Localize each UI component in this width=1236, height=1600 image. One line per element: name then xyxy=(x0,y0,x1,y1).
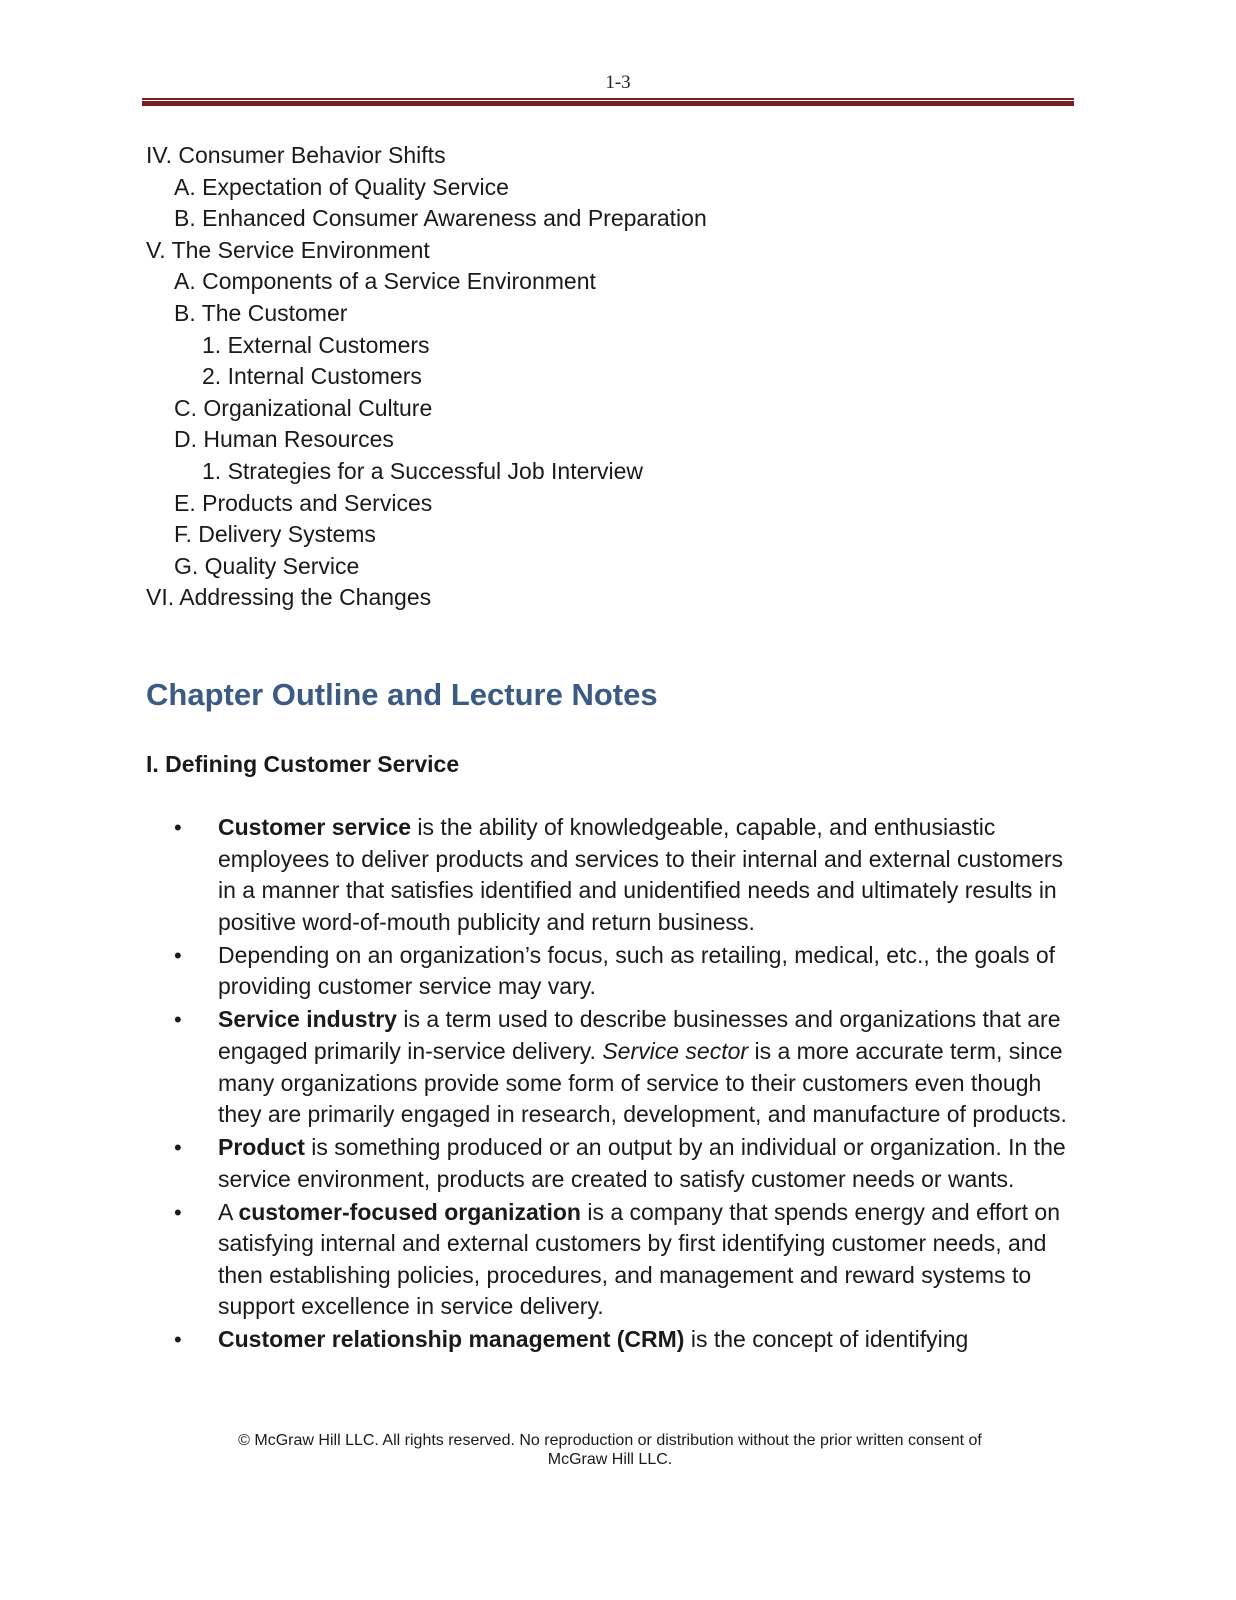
bullet-text: A xyxy=(218,1198,239,1225)
outline-item: 1. External Customers xyxy=(202,331,430,358)
bullet-item xyxy=(146,1004,1076,1130)
bullet-dot-icon: • xyxy=(174,815,182,840)
bullet-dot-icon: • xyxy=(174,1135,182,1161)
bullet-text: is the concept of identifying xyxy=(684,1326,969,1353)
bullet-text: Depending on an organization’s focus, such as retailing, medical, etc., the goals of providing customer service may vary. xyxy=(218,941,1056,1000)
section-title: Chapter Outline and Lecture Notes xyxy=(146,677,658,712)
bullet-text: is a company that spends energy and effort on satisfying internal and external customers by first identifying customer needs, and then establishing policies, procedures, and management and reward systems to support excellence in service delivery. xyxy=(218,1198,1060,1320)
bold-term: Customer service xyxy=(218,814,412,840)
bullet-item xyxy=(146,812,1076,938)
bullet-dot-icon: • xyxy=(174,942,182,968)
bold-term: customer-focused organization xyxy=(238,1198,581,1225)
outline-item: 2. Internal Customers xyxy=(202,363,422,390)
outline-item: G. Quality Service xyxy=(174,552,360,579)
bullet-text: is the ability of knowledgeable, capable, and enthusiastic employees to deliver products and services to their internal and external customers in a manner that satisfies identified and unidentified needs and ultimately results in positive word-of-mouth publicity and return business. xyxy=(218,814,1064,935)
outline-item: F. Delivery Systems xyxy=(174,521,376,548)
section-subheading: I. Defining Customer Service xyxy=(146,751,460,777)
bullet-item xyxy=(146,940,1076,1003)
bullet-text: is a more accurate term, since many organizations provide some form of service to their customers even though they are primarily engaged in research, development, and manufacture of products. xyxy=(218,1037,1067,1128)
outline-item: VI. Addressing the Changes xyxy=(146,584,432,611)
bullet-item xyxy=(146,1132,1076,1195)
outline-item: 1. Strategies for a Successful Job Interview xyxy=(202,457,644,484)
outline-item: V. The Service Environment xyxy=(146,236,430,263)
bullet-text: is something produced or an output by an individual or organization. In the service environment, products are created to satisfy customer needs or wants. xyxy=(218,1134,1066,1192)
bullet-text: is a term used to describe businesses and organizations that are engaged primarily in-service delivery. xyxy=(218,1006,1061,1064)
outline-item: B. The Customer xyxy=(174,299,348,326)
bullet-dot-icon: • xyxy=(174,1199,182,1225)
bullet-dot-icon: • xyxy=(174,1007,182,1033)
outline-item: D. Human Resources xyxy=(174,426,394,453)
bullet-item xyxy=(146,1197,1076,1323)
header-rule-thin xyxy=(142,98,1074,100)
page-number: 1-3 xyxy=(605,72,631,93)
footer-line-2: McGraw Hill LLC. xyxy=(547,1451,673,1468)
outline-item: B. Enhanced Consumer Awareness and Preparation xyxy=(174,205,707,232)
outline-item: C. Organizational Culture xyxy=(174,394,433,421)
chapter-outline-list xyxy=(146,140,1046,614)
outline-item: A. Components of a Service Environment xyxy=(174,268,596,295)
bullet-dot-icon: • xyxy=(174,1327,182,1353)
bold-term: Product xyxy=(218,1134,305,1161)
header-rule-thick xyxy=(142,101,1074,106)
outline-item: E. Products and Services xyxy=(174,489,433,516)
footer-line-1: © McGraw Hill LLC. All rights reserved. No reproduction or distribution without the prior written consent of xyxy=(238,1432,982,1449)
italic-term: Service sector xyxy=(602,1037,749,1064)
bold-term: Service industry xyxy=(218,1006,397,1033)
copyright-footer xyxy=(210,1431,1010,1469)
bullet-item xyxy=(146,1324,1076,1356)
header-rule xyxy=(142,98,1074,106)
outline-item: IV. Consumer Behavior Shifts xyxy=(146,142,446,168)
definition-bullet-list xyxy=(146,812,1076,1357)
outline-item: A. Expectation of Quality Service xyxy=(174,173,509,200)
bold-term: Customer relationship management (CRM) xyxy=(218,1326,685,1353)
